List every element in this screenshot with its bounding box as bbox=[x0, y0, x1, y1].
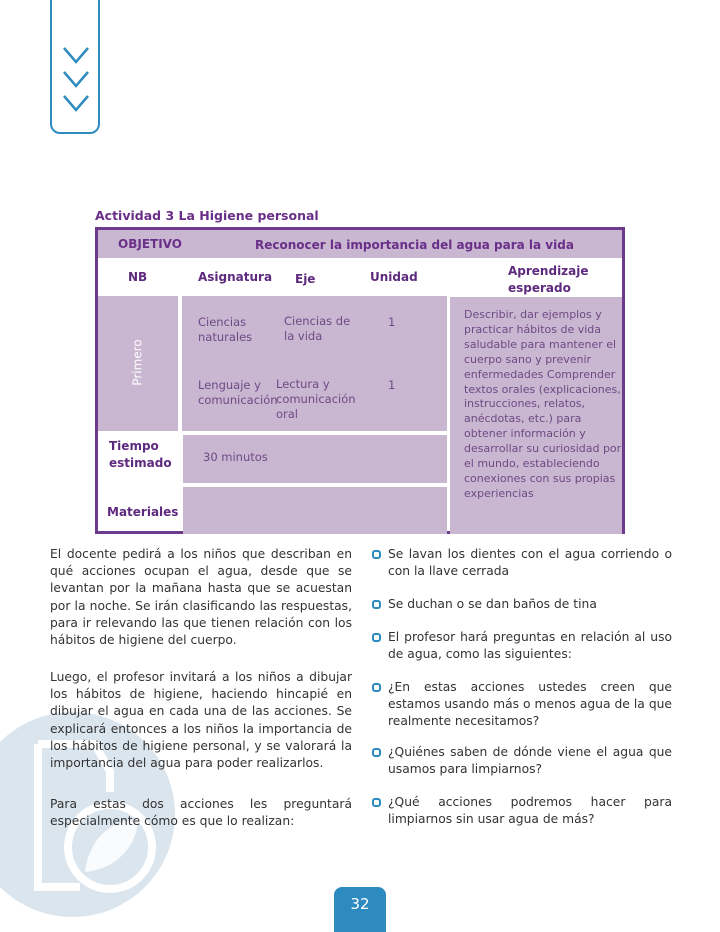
bullet-square-icon bbox=[372, 748, 381, 757]
unidad-1: 1 bbox=[388, 315, 396, 329]
tiempo-label: Tiempo estimado bbox=[109, 439, 172, 470]
list-item: Se lavan los dientes con el agua corriendo o con la llave cerrada bbox=[372, 546, 672, 580]
objetivo-label: OBJETIVO bbox=[118, 237, 182, 251]
bullet-square-icon bbox=[372, 633, 381, 642]
paragraph: El docente pedirá a los niños que describan en qué acciones ocupan el agua, desde que se levantan por la mañana hasta que se acuestan por la noche. Se irán clasificando las respuestas, para ir relevando las que tienen relación con los hábitos de higiene del cuerpo. bbox=[50, 547, 352, 648]
tiempo-value: 30 minutos bbox=[203, 450, 268, 464]
list-item: El profesor hará preguntas en relación al uso de agua, como las siguientes: bbox=[372, 629, 672, 663]
bullet-square-icon bbox=[372, 600, 381, 609]
list-item: Se duchan o se dan baños de tina bbox=[372, 596, 672, 613]
header-nb: NB bbox=[128, 270, 148, 284]
asignatura-1: Ciencias naturales bbox=[198, 315, 253, 344]
activity-title: Actividad 3 La Higiene personal bbox=[95, 208, 319, 223]
eje-1: Ciencias de la vida bbox=[284, 314, 351, 343]
header-eje: Eje bbox=[295, 272, 316, 286]
list-item: ¿Qué acciones podremos hacer para limpiarnos sin usar agua de más? bbox=[372, 794, 672, 828]
list-item: ¿En estas acciones ustedes creen que estamos usando más o menos agua de la que realmente necesitamos? bbox=[372, 679, 672, 731]
asignatura-2: Lenguaje y comunicación bbox=[198, 378, 278, 407]
side-tab bbox=[50, 0, 100, 134]
aprendizaje-text: Describir, dar ejemplos y practicar hábitos de vida saludable para mantener el cuerpo sano y prevenir enfermedades Comprender textos orales (explicaciones, instrucciones, relatos, anécdotas, etc.) para obtener información y desarrollar su curiosidad por el mundo, estableciendo conexiones con sus propias experiencias bbox=[464, 308, 622, 500]
materiales-label: Materiales bbox=[107, 505, 179, 519]
nb-value: Primero bbox=[130, 339, 145, 386]
header-aprendizaje: Aprendizaje esperado bbox=[508, 264, 589, 295]
page-number: 32 bbox=[334, 887, 386, 932]
bullet-square-icon bbox=[372, 683, 381, 692]
paragraph: Luego, el profesor invitará a los niños a dibujar los hábitos de higiene, haciendo hincapié en dibujar el agua en cada una de las acciones. Se explicará entonces a los niños la importancia de los hábitos de higiene personal, y se valorará la importancia del agua para poder realizarlos. bbox=[50, 670, 352, 771]
list-item: ¿Quiénes saben de dónde viene el agua que usamos para limpiarnos? bbox=[372, 744, 672, 778]
materiales-cell bbox=[183, 487, 447, 534]
eje-2: Lectura y comunicación oral bbox=[276, 377, 356, 421]
unidad-2: 1 bbox=[388, 378, 396, 392]
chevron-down-icon bbox=[62, 46, 90, 118]
activity-table bbox=[95, 227, 625, 534]
bullet-square-icon bbox=[372, 798, 381, 807]
header-unidad: Unidad bbox=[370, 270, 418, 284]
objetivo-text: Reconocer la importancia del agua para la vida bbox=[255, 238, 574, 252]
paragraph: Para estas dos acciones les preguntará especialmente cómo es que lo realizan: bbox=[50, 797, 352, 829]
header-asignatura: Asignatura bbox=[198, 270, 273, 284]
bullet-square-icon bbox=[372, 550, 381, 559]
